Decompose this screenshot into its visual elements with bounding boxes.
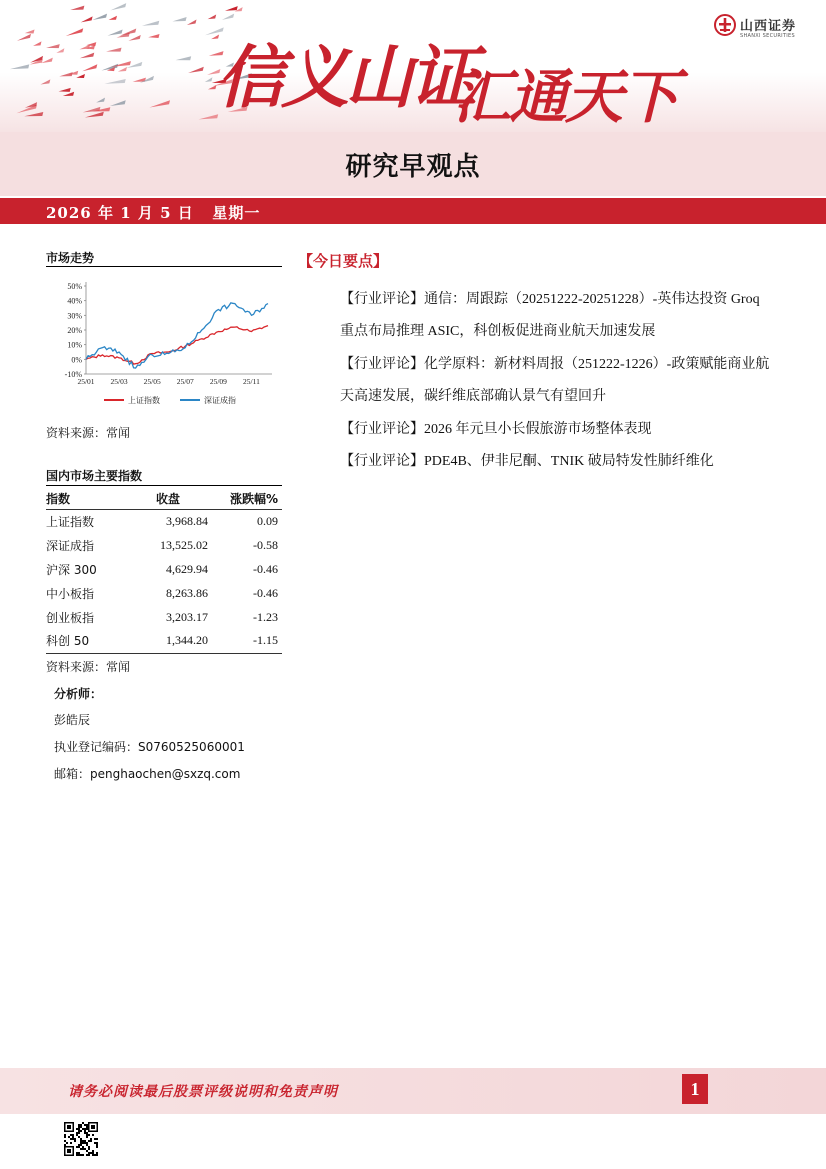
arrow-mark <box>208 14 217 19</box>
arrow-mark <box>225 6 238 11</box>
report-title: 研究早观点 <box>345 152 481 182</box>
x-tick-label: 25/05 <box>143 377 161 386</box>
y-tick-label: 30% <box>67 311 82 321</box>
x-tick-label: 25/01 <box>77 377 95 386</box>
arrow-mark <box>24 112 43 116</box>
x-tick-label: 25/03 <box>110 377 128 386</box>
table-row <box>46 509 282 533</box>
table-source: 资料来源：常闻 <box>46 660 131 674</box>
index-close: 3,203.17 <box>166 609 208 624</box>
arrow-mark <box>25 29 35 33</box>
index-change: -0.58 <box>253 537 278 552</box>
arrow-mark <box>110 3 126 10</box>
title-band <box>0 132 826 196</box>
arrow-mark <box>104 79 125 84</box>
analyst-name: 彭皓辰 <box>54 713 91 727</box>
indices-table <box>46 489 282 654</box>
arrow-mark <box>76 74 85 78</box>
key-point-item[interactable] <box>340 414 780 446</box>
key-points-heading: 【今日要点】 <box>298 252 389 270</box>
index-name: 沪深 300 <box>46 562 97 577</box>
legend-label: 上证指数 <box>128 396 160 405</box>
key-point-line: 【行业评论】化学原料：新材料周报（251222-1226）-政策赋能商业航 <box>340 357 770 372</box>
arrow-mark <box>63 92 74 96</box>
series-line-1 <box>86 326 268 365</box>
arrow-mark <box>142 21 159 26</box>
indices-heading: 国内市场主要指数 <box>46 469 143 483</box>
index-close: 3,968.84 <box>166 513 208 528</box>
header-banner <box>0 0 826 132</box>
arrow-mark <box>33 41 41 45</box>
arrow-mark <box>56 48 64 53</box>
index-name: 上证指数 <box>46 514 95 529</box>
arrow-mark <box>199 114 219 119</box>
index-name: 深证成指 <box>46 538 95 553</box>
qr-code-icon <box>63 1121 99 1157</box>
arrow-mark <box>10 64 29 69</box>
arrow-mark <box>80 53 95 59</box>
y-tick-label: 0% <box>71 355 82 365</box>
market-trend-rule <box>46 266 282 267</box>
key-point-item[interactable] <box>340 446 780 478</box>
arrow-mark <box>17 34 31 41</box>
x-tick-label: 25/11 <box>243 377 260 386</box>
arrow-mark <box>222 14 234 20</box>
index-name: 中小板指 <box>46 586 95 601</box>
indices-rule <box>46 485 282 486</box>
arrow-mark <box>59 88 71 92</box>
report-date: 2026 年 1 月 5 日 星期一 <box>46 204 261 222</box>
index-change: -0.46 <box>253 561 278 576</box>
key-point-item[interactable] <box>340 284 780 348</box>
table-row <box>46 557 282 581</box>
arrow-mark <box>188 67 204 73</box>
arrow-mark <box>82 64 97 71</box>
x-tick-label: 25/09 <box>209 377 227 386</box>
index-name: 创业板指 <box>46 610 95 625</box>
chart-source: 资料来源：常闻 <box>46 426 131 440</box>
arrow-mark <box>41 58 53 64</box>
key-point-line: 【行业评论】2026 年元旦小长假旅游市场整体表现 <box>340 422 652 437</box>
col-header-close: 收盘 <box>142 489 212 509</box>
logo-text-en: SHANXI SECURITIES <box>740 33 795 39</box>
logo-mark-icon <box>714 14 736 36</box>
logo-text-cn: 山西证券 <box>740 19 797 34</box>
indices-header-row <box>46 489 282 509</box>
analyst-registration: 执业登记编码：S0760525060001 <box>54 740 245 754</box>
arrow-mark <box>109 16 117 20</box>
market-trend-heading: 市场走势 <box>46 251 95 265</box>
arrow-mark <box>172 17 186 21</box>
arrow-mark <box>110 100 126 106</box>
key-point-line: 天高速发展，碳纤维底部确认景气有望回升 <box>340 389 606 404</box>
index-change: -0.46 <box>253 585 278 600</box>
arrow-mark <box>176 56 192 60</box>
table-row <box>46 629 282 653</box>
arrow-mark <box>108 29 123 35</box>
key-point-line: 重点布局推理 ASIC，科创板促进商业航天加速发展 <box>340 324 656 339</box>
legend-label: 深证成指 <box>204 396 236 405</box>
arrow-mark <box>92 14 107 20</box>
market-trend-svg <box>46 272 282 412</box>
index-change: -1.23 <box>253 609 278 624</box>
index-close: 1,344.20 <box>142 629 212 653</box>
arrow-mark <box>149 100 170 107</box>
index-change: 0.09 <box>257 513 278 528</box>
arrow-mark <box>70 6 84 10</box>
arrow-mark <box>86 42 96 46</box>
index-close: 13,525.02 <box>160 537 208 552</box>
arrow-mark <box>148 34 159 38</box>
table-row <box>46 605 282 629</box>
arrow-mark <box>96 98 105 103</box>
index-close: 4,629.94 <box>166 561 208 576</box>
y-tick-label: 10% <box>67 340 82 350</box>
analyst-heading: 分析师： <box>54 687 103 701</box>
arrow-mark <box>106 48 121 52</box>
key-point-item[interactable] <box>340 349 780 413</box>
arrow-mark <box>208 85 216 89</box>
analyst-email[interactable]: 邮箱：penghaochen@sxzq.com <box>54 767 241 781</box>
arrow-mark <box>40 79 50 84</box>
y-tick-label: -10% <box>64 370 82 379</box>
arrow-mark <box>128 35 140 41</box>
arrow-mark <box>205 77 213 82</box>
y-tick-label: 20% <box>67 326 82 335</box>
arrow-mark <box>66 28 83 36</box>
series-line-2 <box>86 303 268 368</box>
slogan-part1: 信义山证 <box>217 38 474 118</box>
page-number: 1 <box>682 1074 708 1104</box>
index-change: -1.15 <box>212 629 282 653</box>
date-bar <box>0 198 826 224</box>
index-close: 8,263.86 <box>166 585 208 600</box>
arrow-mark <box>118 67 127 72</box>
key-point-line: 【行业评论】通信：周跟踪（20251222-20251228）-英伟达投资 Groq <box>340 292 760 307</box>
arrow-mark <box>46 44 60 48</box>
disclaimer-notice[interactable]: 请务必阅读最后股票评级说明和免责声明 <box>68 1084 338 1100</box>
col-header-index: 指数 <box>46 489 142 509</box>
index-name: 科创 50 <box>46 629 142 653</box>
slogan-part2: 汇通天下 <box>453 63 678 131</box>
key-point-line: 【行业评论】PDE4B、伊非尼酮、TNIK 破局特发性肺纤维化 <box>340 454 714 469</box>
table-row <box>46 533 282 557</box>
arrow-mark <box>81 16 93 22</box>
y-tick-label: 50% <box>67 282 82 291</box>
col-header-change: 涨跌幅% <box>212 489 282 509</box>
x-tick-label: 25/07 <box>176 377 194 386</box>
arrow-mark <box>83 107 101 112</box>
arrow-mark <box>69 71 79 75</box>
table-row <box>46 581 282 605</box>
arrow-mark <box>85 112 104 118</box>
y-tick-label: 40% <box>67 296 82 306</box>
arrow-mark <box>187 20 197 26</box>
market-trend-chart <box>46 272 282 422</box>
